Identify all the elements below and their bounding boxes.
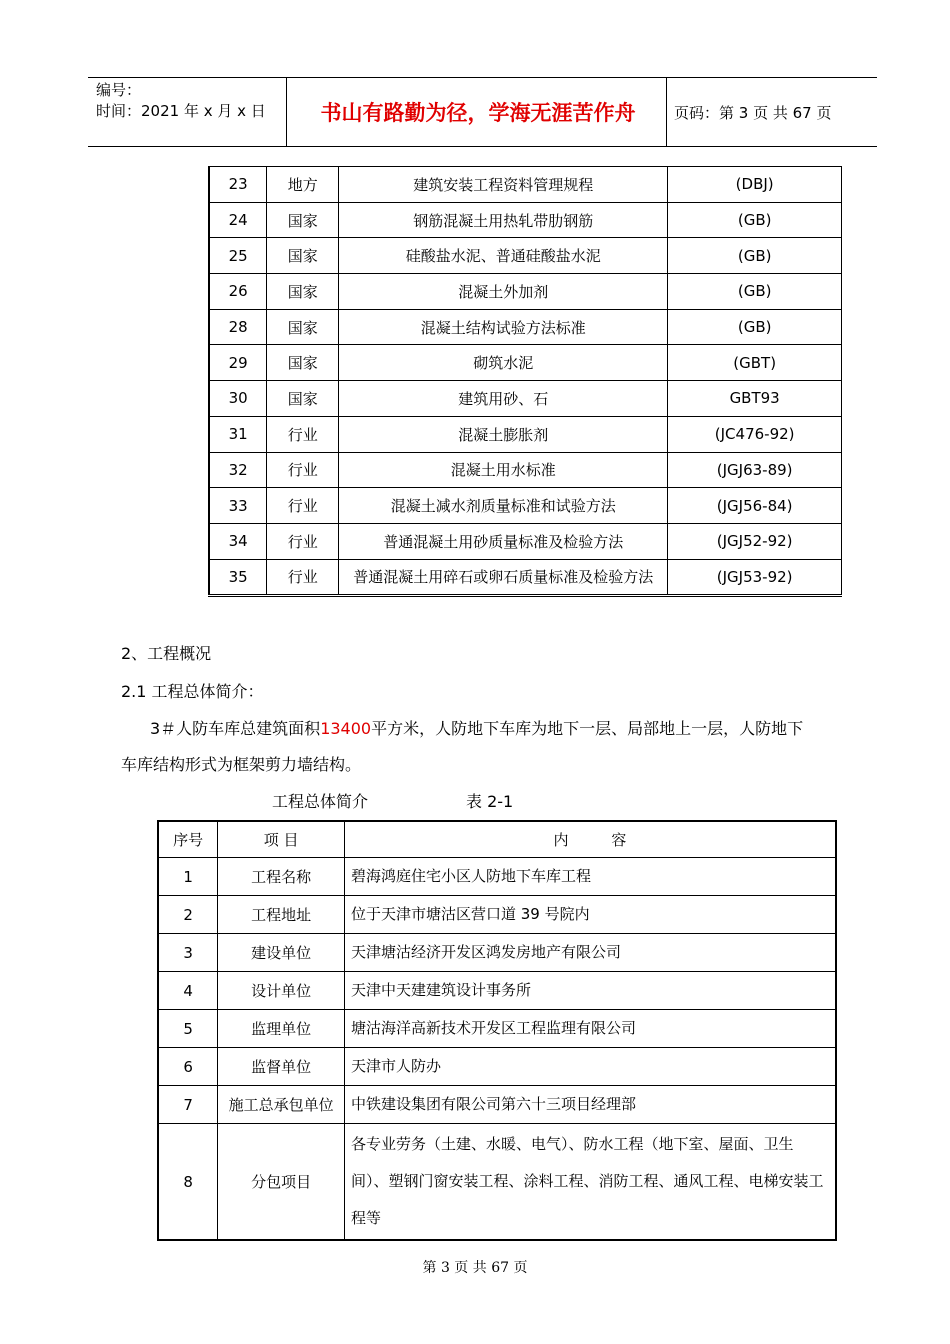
table-row	[158, 1010, 836, 1048]
overview-table	[157, 820, 837, 1241]
paragraph-text: 3＃人防车库总建筑面积	[150, 719, 321, 738]
standard-level: 国家	[267, 202, 339, 238]
table-row	[209, 381, 842, 417]
table-row	[209, 452, 842, 488]
overview-item: 施工总承包单位	[218, 1086, 345, 1124]
standard-level: 国家	[267, 309, 339, 345]
standard-no: 28	[209, 309, 267, 345]
overview-no: 8	[158, 1124, 218, 1241]
overview-content: 天津塘沽经济开发区鸿发房地产有限公司	[344, 934, 836, 972]
standard-code: (GB)	[668, 202, 842, 238]
table-row	[209, 238, 842, 274]
standard-code: (GB)	[668, 238, 842, 274]
overview-paragraph-line1	[150, 716, 803, 739]
overview-item: 工程地址	[218, 896, 345, 934]
table-header-row	[158, 821, 836, 858]
overview-no: 6	[158, 1048, 218, 1086]
table-number: 表 2-1	[466, 792, 514, 811]
table-row	[209, 523, 842, 559]
table-row	[158, 858, 836, 896]
paragraph-text: 平方米，人防地下车库为地下一层、局部地上一层，人防地下	[371, 719, 804, 738]
overview-no: 5	[158, 1010, 218, 1048]
overview-no: 7	[158, 1086, 218, 1124]
overview-item: 监督单位	[218, 1048, 345, 1086]
overview-no: 1	[158, 858, 218, 896]
doc-time-label: 时间：2021 年 x 月 x 日	[96, 102, 266, 120]
table-row	[158, 972, 836, 1010]
standard-name: 混凝土减水剂质量标准和试验方法	[339, 488, 668, 524]
standard-name: 混凝土外加剂	[339, 274, 668, 310]
standard-code: (DBJ)	[668, 167, 842, 203]
standard-no: 25	[209, 238, 267, 274]
standard-level: 国家	[267, 274, 339, 310]
header-no: 序号	[158, 821, 218, 858]
overview-item: 分包项目	[218, 1124, 345, 1241]
standard-level: 行业	[267, 452, 339, 488]
overview-item: 工程名称	[218, 858, 345, 896]
area-value: 13400	[320, 719, 372, 738]
overview-item: 设计单位	[218, 972, 345, 1010]
standard-no: 29	[209, 345, 267, 381]
standard-code: (JGJ53-92)	[668, 559, 842, 596]
standard-code: (GBT)	[668, 345, 842, 381]
standard-code: (JC476-92)	[668, 416, 842, 452]
standard-no: 32	[209, 452, 267, 488]
table-row	[158, 934, 836, 972]
standard-name: 普通混凝土用碎石或卵石质量标准及检验方法	[339, 559, 668, 596]
overview-paragraph-line2: 车库结构形式为框架剪力墙结构。	[121, 755, 362, 774]
table-row	[209, 488, 842, 524]
header-page-info: 页码：第 3 页 共 67 页	[674, 103, 832, 122]
standard-code: (GB)	[668, 274, 842, 310]
standard-code: (JGJ56-84)	[668, 488, 842, 524]
table-row	[209, 167, 842, 203]
standard-no: 30	[209, 381, 267, 417]
standard-level: 行业	[267, 488, 339, 524]
header-divider	[286, 78, 287, 146]
standard-level: 国家	[267, 381, 339, 417]
table-row	[209, 345, 842, 381]
standard-code: GBT93	[668, 381, 842, 417]
standard-no: 33	[209, 488, 267, 524]
standard-name: 建筑用砂、石	[339, 381, 668, 417]
standard-code: (JGJ52-92)	[668, 523, 842, 559]
standard-name: 混凝土膨胀剂	[339, 416, 668, 452]
overview-content: 塘沽海洋高新技术开发区工程监理有限公司	[344, 1010, 836, 1048]
standard-name: 建筑安装工程资料管理规程	[339, 167, 668, 203]
standard-level: 地方	[267, 167, 339, 203]
overview-no: 2	[158, 896, 218, 934]
overview-content: 位于天津市塘沽区营口道 39 号院内	[344, 896, 836, 934]
table-caption: 工程总体简介	[272, 792, 369, 811]
table-row	[209, 559, 842, 596]
overview-no: 4	[158, 972, 218, 1010]
section-heading: 2、工程概况	[121, 644, 212, 663]
table-row	[158, 1086, 836, 1124]
header-divider	[666, 78, 667, 146]
table-row	[209, 309, 842, 345]
table-row	[158, 896, 836, 934]
standard-no: 31	[209, 416, 267, 452]
standard-name: 钢筋混凝土用热轧带肋钢筋	[339, 202, 668, 238]
standards-table	[208, 166, 842, 597]
doc-code-label: 编号：	[96, 81, 142, 99]
overview-content: 天津中天建建筑设计事务所	[344, 972, 836, 1010]
standard-name: 混凝土用水标准	[339, 452, 668, 488]
standard-level: 行业	[267, 559, 339, 596]
table-row	[209, 416, 842, 452]
header-content: 内 容	[344, 821, 836, 858]
standard-no: 35	[209, 559, 267, 596]
standard-level: 国家	[267, 345, 339, 381]
standard-no: 24	[209, 202, 267, 238]
table-row	[158, 1048, 836, 1086]
section-subheading: 2.1 工程总体简介：	[121, 682, 264, 701]
overview-no: 3	[158, 934, 218, 972]
overview-item: 监理单位	[218, 1010, 345, 1048]
standard-level: 行业	[267, 416, 339, 452]
page-header	[88, 77, 877, 147]
standard-code: (GB)	[668, 309, 842, 345]
standard-name: 普通混凝土用砂质量标准及检验方法	[339, 523, 668, 559]
table-row	[209, 274, 842, 310]
table-row	[209, 202, 842, 238]
table-row	[158, 1124, 836, 1241]
header-item: 项 目	[218, 821, 345, 858]
overview-item: 建设单位	[218, 934, 345, 972]
standard-no: 23	[209, 167, 267, 203]
page-footer: 第 3 页 共 67 页	[422, 1260, 528, 1276]
overview-content: 碧海鸿庭住宅小区人防地下车库工程	[344, 858, 836, 896]
standard-code: (JGJ63-89)	[668, 452, 842, 488]
standard-level: 行业	[267, 523, 339, 559]
header-motto: 书山有路勤为径，学海无涯苦作舟	[320, 101, 636, 125]
header-meta	[96, 80, 286, 122]
standard-name: 混凝土结构试验方法标准	[339, 309, 668, 345]
overview-content: 各专业劳务（土建、水暖、电气）、防水工程（地下室、屋面、卫生间）、塑钢门窗安装工程、涂料工程、消防工程、通风工程、电梯安装工程等	[344, 1124, 836, 1241]
standard-level: 国家	[267, 238, 339, 274]
standard-no: 26	[209, 274, 267, 310]
standard-no: 34	[209, 523, 267, 559]
standard-name: 砌筑水泥	[339, 345, 668, 381]
overview-content: 天津市人防办	[344, 1048, 836, 1086]
standard-name: 硅酸盐水泥、普通硅酸盐水泥	[339, 238, 668, 274]
overview-content: 中铁建设集团有限公司第六十三项目经理部	[344, 1086, 836, 1124]
